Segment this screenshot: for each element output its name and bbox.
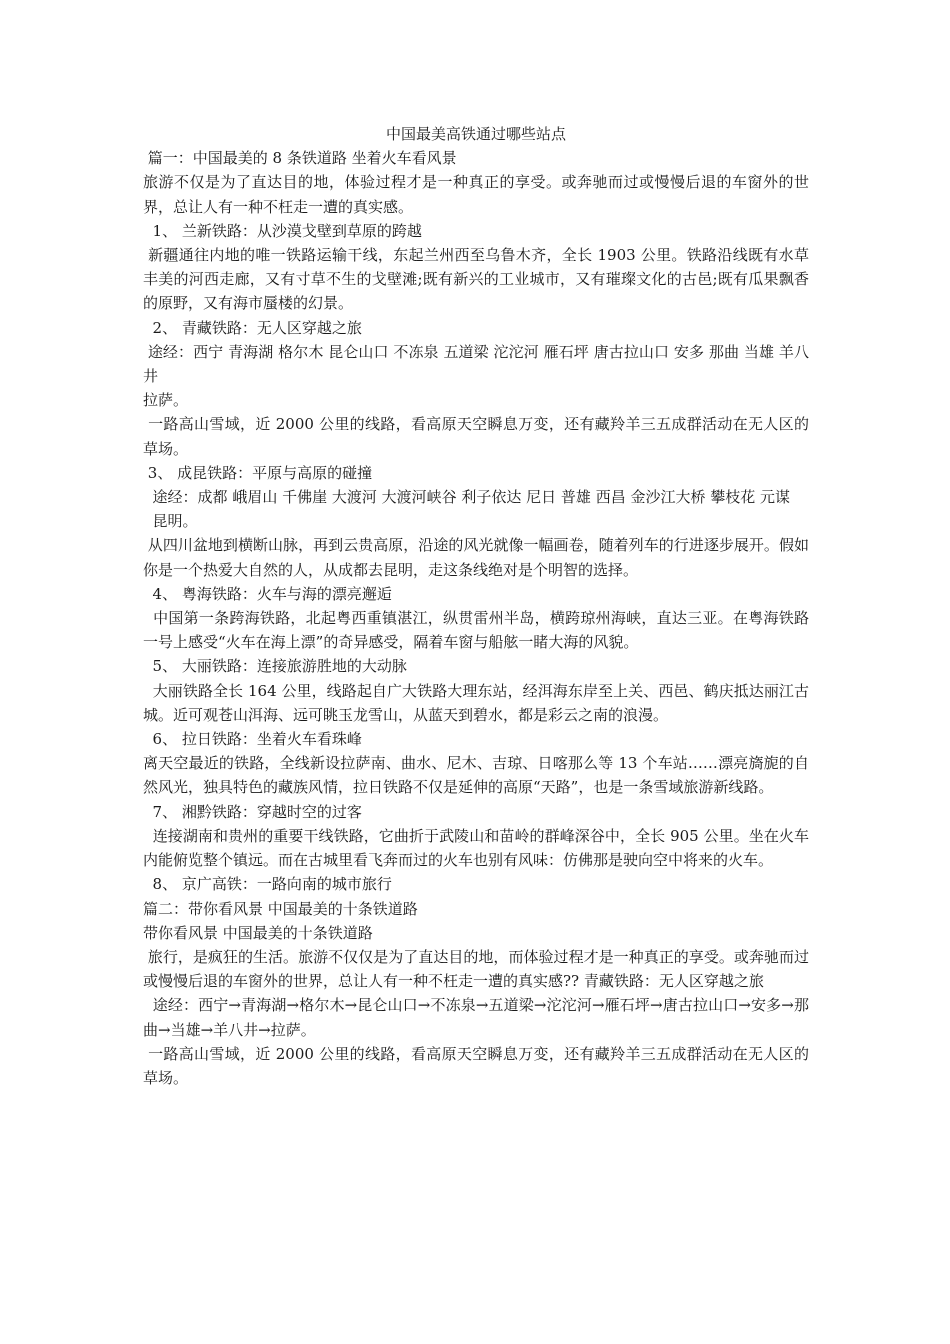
paragraph: 6、 拉日铁路：坐着火车看珠峰 bbox=[143, 730, 362, 749]
paragraph: 7、 湘黔铁路：穿越时空的过客 bbox=[143, 802, 362, 821]
paragraph: 4、 粤海铁路：火车与海的漂亮邂逅 bbox=[143, 584, 392, 603]
paragraph: 旅游不仅是为了直达目的地，体验过程才是一种真正的享受。或奔驰而过或慢慢后退的车窗外的世界，总让人有一种不枉走一遭的真实感。 bbox=[143, 173, 809, 216]
paragraph: 从四川盆地到横断山脉，再到云贵高原，沿途的风光就像一幅画卷，随着列车的行进逐步展开。假如你是一个热爱大自然的人，从成都去昆明，走这条线绝对是个明智的选择。 bbox=[143, 536, 809, 579]
paragraph: 拉萨。 bbox=[143, 391, 189, 410]
paragraph: 带你看风景 中国最美的十条铁道路 bbox=[143, 923, 373, 942]
paragraph: 篇一：中国最美的 8 条铁道路 坐着火车看风景 bbox=[143, 149, 457, 168]
paragraph: 途经：西宁→青海湖→格尔木→昆仑山口→不冻泉→五道梁→沱沱河→雁石坪→唐古拉山口→安多→那曲→当雄→羊八井→拉萨。 bbox=[143, 996, 809, 1039]
paragraph: 连接湖南和贵州的重要干线铁路，它曲折于武陵山和苗岭的群峰深谷中，全长 905 公里。坐在火车内能俯览整个镇远。而在古城里看飞奔而过的火车也别有风味：仿佛那是驶向空中将来的火车。 bbox=[143, 826, 809, 870]
paragraph: 途经：成都 峨眉山 千佛崖 大渡河 大渡河峡谷 利子依达 尼日 普雄 西昌 金沙江大桥 攀枝花 元谋 bbox=[143, 488, 790, 507]
paragraph: 一路高山雪域，近 2000 公里的线路，看高原天空瞬息万变，还有藏羚羊三五成群活动在无人区的草场。 bbox=[143, 415, 809, 458]
paragraph: 途经：西宁 青海湖 格尔木 昆仑山口 不冻泉 五道梁 沱沱河 雁石坪 唐古拉山口 安多 那曲 当雄 羊八井 bbox=[143, 342, 809, 386]
paragraph: 8、 京广高铁：一路向南的城市旅行 bbox=[143, 875, 392, 894]
paragraph: 大丽铁路全长 164 公里，线路起自广大铁路大理东站，经洱海东岸至上关、西邑、鹤庆抵达丽江古城。近可观苍山洱海、远可眺玉龙雪山，从蓝天到碧水，都是彩云之南的浪漫。 bbox=[143, 681, 809, 724]
paragraph: 5、 大丽铁路：连接旅游胜地的大动脉 bbox=[143, 657, 407, 676]
document-body bbox=[143, 122, 809, 1090]
paragraph: 昆明。 bbox=[143, 512, 198, 531]
paragraph: 篇二：带你看风景 中国最美的十条铁道路 bbox=[143, 899, 418, 918]
paragraph: 中国第一条跨海铁路，北起粤西重镇湛江，纵贯雷州半岛，横跨琼州海峡，直达三亚。在粤海铁路一号上感受“火车在海上漂”的奇异感受，隔着车窗与船舷一睹大海的风貌。 bbox=[143, 609, 809, 652]
paragraph: 一路高山雪域，近 2000 公里的线路，看高原天空瞬息万变，还有藏羚羊三五成群活动在无人区的草场。 bbox=[143, 1044, 809, 1087]
paragraph: 新疆通往内地的唯一铁路运输干线，东起兰州西至乌鲁木齐，全长 1903 公里。铁路沿线既有水草丰美的河西走廊，又有寸草不生的戈壁滩;既有新兴的工业城市，又有璀璨文化的古邑;既有瓜果飘香的原野，又有海市蜃楼的幻景。 bbox=[143, 246, 809, 313]
paragraph: 旅行，是疯狂的生活。旅游不仅仅是为了直达目的地，而体验过程才是一种真正的享受。或奔驰而过或慢慢后退的车窗外的世界，总让人有一种不枉走一遭的真实感?? 青藏铁路：无人区穿越之旅 bbox=[143, 947, 809, 991]
paragraph: 离天空最近的铁路，全线新设拉萨南、曲水、尼木、吉琼、日喀那么等 13 个车站……漂亮旖旎的自然风光，独具特色的藏族风情，拉日铁路不仅是延伸的高原“天路”，也是一条雪域旅游新线路。 bbox=[143, 754, 809, 797]
paragraph: 2、 青藏铁路：无人区穿越之旅 bbox=[143, 318, 362, 337]
paragraph: 3、 成昆铁路：平原与高原的碰撞 bbox=[143, 463, 373, 482]
paragraph: 1、 兰新铁路：从沙漠戈壁到草原的跨越 bbox=[143, 221, 422, 240]
paragraph-list bbox=[143, 146, 809, 1090]
document-title: 中国最美高铁通过哪些站点 bbox=[385, 125, 566, 143]
